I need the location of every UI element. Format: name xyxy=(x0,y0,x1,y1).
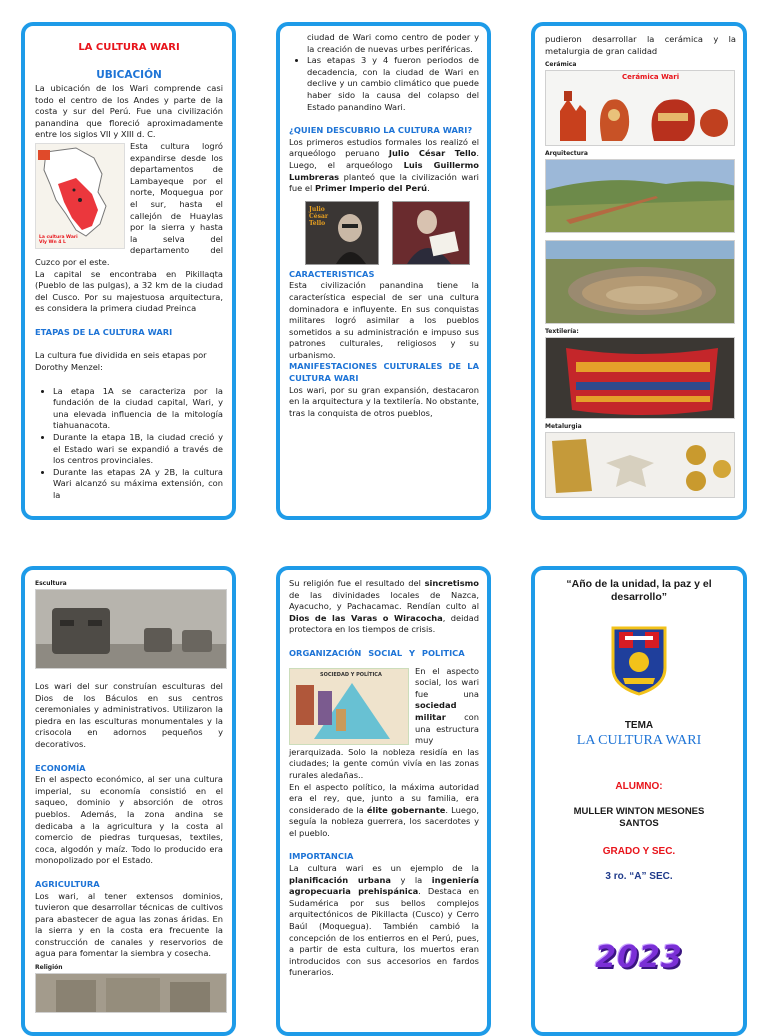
org-heading: ORGANIZACIÓN SOCIAL Y POLITICA xyxy=(289,647,465,658)
ubicacion-heading: UBICACIÓN xyxy=(96,69,162,81)
ubicacion-text: La ubicación de los Wari comprende casi todo el centro de los Andes y parte de la costa y sur del Perú. Fue una civilización panandina que floreció aproximadamente entre los siglos VII y XIII d. C. xyxy=(35,83,223,140)
arquitectura-image-1 xyxy=(545,159,735,233)
list-item: • Durante la etapa 1B, la ciudad creció y el Estado wari se expandió a través de los centros provinciales. xyxy=(53,432,223,467)
peru-map-icon xyxy=(36,144,124,248)
quien-text-part: planteó que la civilización wari fue el xyxy=(289,171,479,194)
religion-image xyxy=(35,973,227,1013)
ceramica-overlay-text: Cerámica Wari xyxy=(622,73,680,82)
panel-religion-organizacion xyxy=(276,566,491,1036)
panel-manifestaciones xyxy=(531,22,747,520)
grado-value: 3 ro. “A” SEC. xyxy=(605,871,673,882)
metalurgia-image xyxy=(545,432,735,498)
religion-text-part: , deidad protectora en los tiempos de crisis. xyxy=(289,612,479,635)
religion-text-part: Su religión fue el resultado del xyxy=(289,578,425,588)
agricultura-text: Los wari, al tener extensos dominios, tuvieron que desarrollar técnicas de cultivos para abastecer de agua las zonas áridas. En la sierra y en la costa era frecuente la construcción de canales y reservorios de agua para fomentar la siembra y cosecha. xyxy=(35,890,223,959)
manif-intro: pudieron desarrollar la cerámica y la metalurgia de gran calidad xyxy=(545,34,736,56)
quien-text-part: Los primeros estudios formales los realizó el arqueólogo peruano xyxy=(289,136,479,159)
sociedad-militar-term: sociedad militar xyxy=(415,700,457,722)
imp-text-part: La cultura wari es un ejemplo de la xyxy=(289,863,479,874)
quien-text-part: . xyxy=(427,183,430,194)
tello-name: Julio César Tello xyxy=(388,148,477,159)
alumno-value: MULLER WINTON MESONES SANTOS xyxy=(573,806,705,829)
lumbreras-portrait-image xyxy=(392,201,470,265)
tello-portrait-image xyxy=(305,201,379,265)
quien-text-part: . Luego, el arqueólogo xyxy=(289,148,480,170)
etapas-intro: La cultura fue dividida en seis etapas por Dorothy Menzel: xyxy=(35,350,207,373)
escultura-label: Escultura xyxy=(35,580,67,587)
portrait-icon xyxy=(393,202,469,264)
escultura-image xyxy=(35,589,227,669)
year-motto: “Año de la unidad, la paz y el desarrollo” xyxy=(566,578,712,603)
gold-objects-icon xyxy=(546,433,735,498)
org-text-part: . Luego, seguía la nobleza guerrera, los sacerdotes y el pueblo. xyxy=(289,804,479,838)
list-item: • Las etapas 3 y 4 fueron periodos de decadencia, con la ciudad de Wari en declive y un cambio climático que puede haber sido la causa del colapso del Estado panandino Wari. xyxy=(307,55,479,113)
stone-heads-icon xyxy=(36,590,227,669)
school-crest-wrap xyxy=(543,624,735,700)
org-text-part: En el aspecto político, la máxima autoridad era el rey, que, junto a su familia, era considerado de la xyxy=(289,781,479,815)
etapas-heading: ETAPAS DE LA CULTURA WARI xyxy=(35,326,173,337)
tema-label: TEMA xyxy=(624,720,654,731)
ingenieria-term: ingeniería agropecuaria prehispánica xyxy=(289,874,479,897)
imp-text-part: . Destaca en Sudamérica por sus bellos complejos arquitectónicos de Pikillacta (Cusco) y Cerro Baúl (Moquegua). También cambió la concepción de los entierros en el Perú, pues, a partir de esta cultura, los muertos eran introducidos con sus accesorios en fardos funerarios. xyxy=(289,886,479,978)
ubicacion-text-3: La capital se encontraba en Pikillaqta (Pueblo de las pulgas), a 32 km de la ciudad del Cusco. Por su majestuosa arquitectura, es considera la primera ciudad Preinca xyxy=(35,268,223,314)
social-pyramid-icon xyxy=(290,669,408,744)
importancia-heading: IMPORTANCIA xyxy=(289,851,354,862)
textile-icon xyxy=(546,338,735,419)
stone-relief-icon xyxy=(36,974,227,1013)
ceramica-image xyxy=(545,70,735,146)
list-item: • Durante las etapas 2A y 2B, la cultura Wari alcanzó su máxima extensión, con la xyxy=(53,467,223,502)
portraits-row xyxy=(305,201,479,265)
religion-text-part: de las divinidades locales de Nazca, Ayacucho, y Pachacamac. Rendían culto al xyxy=(289,589,479,612)
sociedad-image-title: SOCIEDAD Y POLÍTICA xyxy=(320,671,382,678)
ruins-icon xyxy=(546,241,735,324)
planificacion-term: planificación urbana xyxy=(289,874,391,885)
arquitectura-image-2 xyxy=(545,240,735,324)
lumbreras-name: Luis Guillermo Lumbreras xyxy=(289,159,479,182)
sociedad-politica-image xyxy=(289,668,409,745)
tema-value: LA CULTURA WARI xyxy=(576,733,702,748)
caract-text: Esta civilización panandina tiene la característica especial de ser una cultura dominadora e influyente. En sus conquistas militares logró asimilar a los pueblos sometidos a su administración e impuso sus patrones culturales, religiosos y su urbanismo. xyxy=(289,280,479,360)
religion-text xyxy=(289,578,479,636)
religion-label: Religión xyxy=(35,964,63,972)
portrait-caption: Julio César Tello xyxy=(309,205,329,227)
year-wordart: 2023 xyxy=(595,940,683,975)
metalurgia-label: Metalurgia xyxy=(545,423,582,431)
sincretismo-term: sincretismo xyxy=(424,578,479,588)
alumno-label: ALUMNO: xyxy=(615,781,663,792)
map-caption: La cultura Wari Vly Wn 4 L xyxy=(39,234,78,245)
imp-text-part: y la xyxy=(390,874,432,885)
org-text-part: En el aspecto social, los wari fue una xyxy=(415,665,479,699)
politica-text xyxy=(289,782,479,840)
importancia-text xyxy=(289,863,479,979)
primer-imperio: Primer Imperio del Perú xyxy=(314,183,428,194)
landscape-icon xyxy=(546,160,735,233)
list-item: • La etapa 1A se caracteriza por la fundación de la ciudad capital, Wari, y una elevada influencia de la mitología tiahuanacota. xyxy=(53,386,223,432)
textileria-image xyxy=(545,337,735,419)
continuation-text: ciudad de Wari como centro de poder y la creación de nuevas urbes periféricas. xyxy=(307,32,479,54)
textileria-label: Textilería: xyxy=(545,328,579,336)
ceramica-label: Cerámica xyxy=(545,61,577,69)
caract-heading: CARACTERISTICAS xyxy=(289,268,375,279)
arquitectura-label: Arquitectura xyxy=(545,150,588,158)
etapas-list xyxy=(35,386,223,502)
agricultura-heading: AGRICULTURA xyxy=(35,878,100,889)
manif-heading: MANIFESTACIONES CULTURALES DE LA CULTURA WARI xyxy=(289,361,479,384)
elite-gobernante-term: élite gobernante xyxy=(366,804,446,815)
ubicacion-text-2: Esta cultura logró expandirse desde los departamentos de Lambayeque por el norte, Moquegua por el sur, hasta el callejón de Huaylas por la sierra y hasta la selva del departamento del Cuzco por el este. xyxy=(35,140,223,267)
economia-text: En el aspecto económico, al ser una cultura imperial, su economía consistió en el saqueo, dominio y absorción de otros pueblos. Además, la zona andina se dedicaba a la agricultura y la costa al comercio de piedras turquesas, textiles, coca, algodón y maíz. Todo lo producido era monopolizado por el Estado. xyxy=(35,774,223,866)
panel-cover xyxy=(531,566,747,1036)
economia-heading: ECONOMÍA xyxy=(35,762,86,773)
main-title: LA CULTURA WARI xyxy=(78,42,180,53)
quien-text xyxy=(289,137,479,195)
org-text-part: con una estructura muy jerarquizada. Solo la nobleza residía en las ciudades; la gente común vivía en las zonas rurales aledañas.. xyxy=(289,711,479,780)
manif-text: Los wari, por su gran expansión, destacaron en la arquitectura y la textilería. No obstante, tras la conquista de otros pueblos, xyxy=(289,384,479,418)
ceramic-vessels-icon xyxy=(546,71,735,146)
panel-ubicacion xyxy=(21,22,236,520)
grado-label: GRADO Y SEC. xyxy=(602,846,676,857)
panel-descubrimiento xyxy=(276,22,491,520)
peru-map-image xyxy=(35,143,125,249)
dios-varas-term: Dios de las Varas o Wiracocha xyxy=(289,612,443,623)
etapas-list-continued xyxy=(289,55,479,113)
school-crest-icon xyxy=(609,624,669,696)
quien-heading: ¿QUIEN DESCUBRIO LA CULTURA WARI? xyxy=(289,125,473,136)
panel-escultura xyxy=(21,566,236,1036)
escultura-text: Los wari del sur construían esculturas del Dios de los Báculos en sus centros ceremoniales y administrativos. Utilizaron la piedra en las esculturas monumentales y la crisocola en adornos pequeños y decorativos. xyxy=(35,681,223,749)
